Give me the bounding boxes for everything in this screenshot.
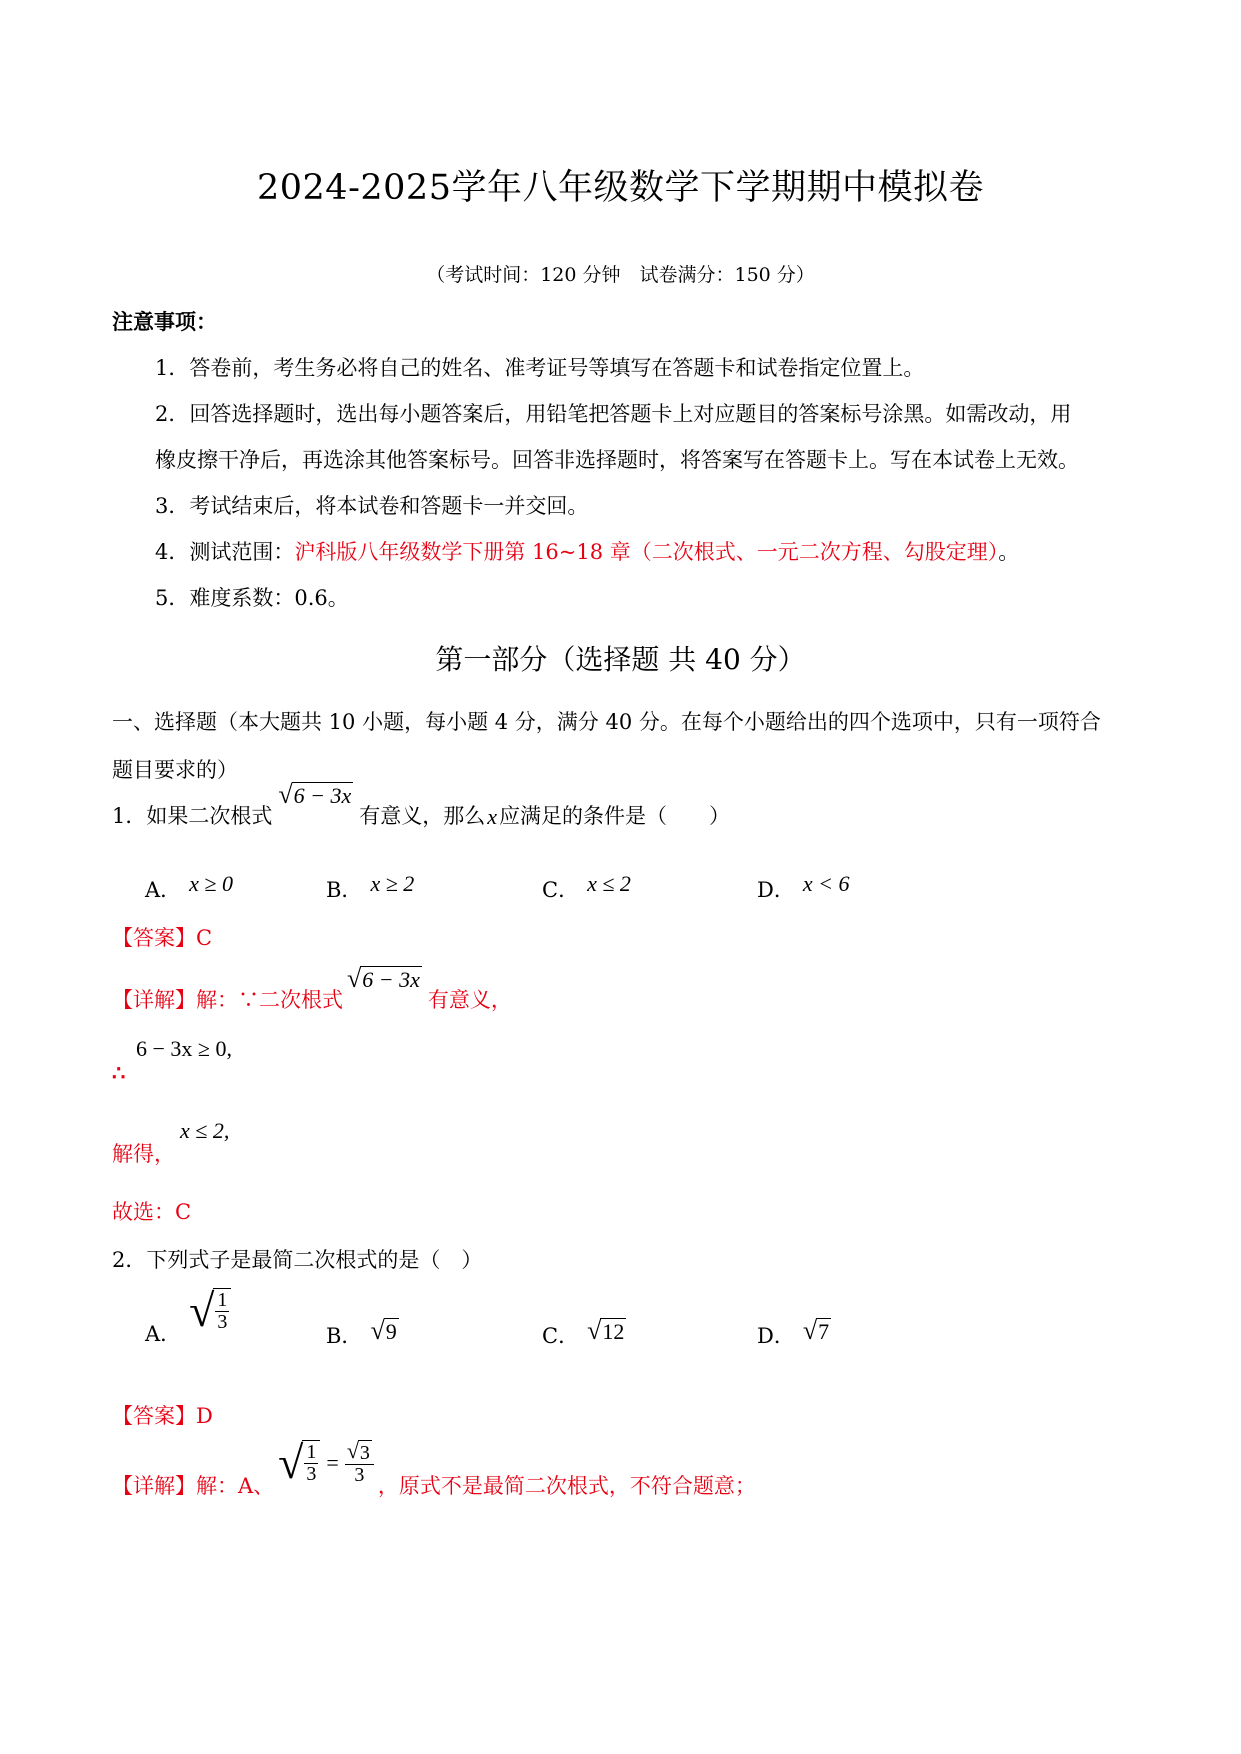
fraction-denominator: 3 [354, 1464, 365, 1486]
notice-item-5: 5．难度系数：0.6。 [155, 586, 349, 610]
notice-item-1: 1．答卷前，考生务必将自己的姓名、准考证号等填写在答题卡和试卷指定位置上。 [155, 356, 925, 380]
q2-option-d [757, 1318, 831, 1350]
radical-sign-icon: √ [347, 963, 362, 993]
notice-item-4-suffix: 。 [998, 540, 1020, 564]
q2-option-c [542, 1318, 626, 1350]
option-math: x < 6 [802, 871, 850, 896]
equals-sign: = [326, 1450, 339, 1475]
q2-option-a-radical [189, 1285, 231, 1336]
option-label: A． [145, 878, 182, 902]
q1-detail-prefix: 【详解】解：∵二次根式 [112, 988, 343, 1012]
q2-detail-lhs [278, 1437, 320, 1488]
fraction-denominator: 3 [217, 1311, 228, 1333]
radical-sign-icon: √ [278, 779, 293, 809]
notice-item-2: 2．回答选择题时，选出每小题答案后，用铅笔把答题卡上对应题目的答案标号涂黑。如需改动，用 [155, 402, 1072, 426]
q2-option-b [326, 1318, 399, 1350]
page-title: 2024-2025学年八年级数学下学期期中模拟卷 [257, 168, 984, 208]
q1-suffix-2: 应满足的条件是（ ） [499, 804, 731, 828]
q2-detail-rhs [345, 1440, 374, 1486]
q1-detail [112, 963, 512, 1014]
q1-option-b [326, 871, 415, 904]
q2-option-d-radicand: 7 [818, 1319, 830, 1344]
option-label: D． [757, 878, 795, 902]
q2-option-c-radical [587, 1318, 626, 1344]
notice-item-4 [155, 536, 1019, 566]
exam-info: （考试时间：120 分钟 试卷满分：150 分） [426, 264, 815, 286]
q1-radicand: 6 − 3x [293, 782, 352, 808]
notice-heading: 注意事项： [112, 309, 217, 334]
q2-option-c-radicand: 12 [602, 1319, 625, 1344]
q1-prefix: 1．如果二次根式 [112, 804, 273, 828]
test-scope: 沪科版八年级数学下册第 16~18 章（二次根式、一元二次方程、勾股定理） [294, 540, 999, 564]
q2-option-a-radicand [213, 1288, 231, 1333]
instruction-line-1: 一、选择题（本大题共 10 小题，每小题 4 分，满分 40 分。在每个小题给出的四个选项中，只有一项符合 [112, 710, 1101, 734]
q1-var: x [487, 804, 498, 829]
q1-radical [278, 779, 353, 809]
notice-item-4-prefix: 4．测试范围： [155, 540, 295, 564]
q1-option-a [145, 871, 234, 904]
q1-option-c [542, 871, 631, 904]
q1-option-d [757, 871, 850, 904]
radical-sign-icon: √ [189, 1285, 215, 1336]
q2-detail [112, 1437, 756, 1498]
therefore-symbol: ∴ [112, 1060, 126, 1085]
option-math: x ≤ 2 [587, 871, 631, 896]
q1-solve-label: 解得， [112, 1142, 175, 1166]
fraction-numerator: 1 [217, 1289, 228, 1311]
option-label: B． [326, 878, 363, 902]
option-math: x ≥ 0 [189, 871, 234, 896]
fraction-numerator: 1 [306, 1441, 317, 1463]
q2-detail-prefix: 【详解】解：A、 [112, 1474, 275, 1498]
q1-suffix-1: 有意义，那么 [359, 804, 486, 828]
notice-item-2-cont: 橡皮擦干净后，再选涂其他答案标号。回答非选择题时，将答案写在答题卡上。写在本试卷上无效。 [155, 448, 1079, 472]
q2-option-b-radical [370, 1318, 398, 1344]
q2-detail-suffix: ，原式不是最简二次根式，不符合题意； [377, 1474, 756, 1498]
fraction-denominator: 3 [306, 1463, 317, 1485]
q2-option-b-radicand: 9 [385, 1319, 397, 1344]
rhs-radicand: 3 [359, 1442, 370, 1464]
radical-sign-icon: √ [346, 1438, 359, 1463]
option-label: C． [542, 878, 580, 902]
q1-detail-suffix: 有意义， [427, 988, 512, 1012]
q1-detail-radicand: 6 − 3x [362, 966, 420, 992]
section-title: 第一部分（选择题 共 40 分） [435, 643, 806, 676]
radical-sign-icon: √ [802, 1316, 818, 1345]
option-label: A． [145, 1322, 182, 1346]
q2-option-a [145, 1285, 231, 1346]
fraction-numerator [345, 1440, 374, 1465]
notice-item-3: 3．考试结束后，将本试卷和答题卡一并交回。 [155, 494, 589, 518]
q1-choose: 故选：C [112, 1200, 192, 1224]
radical-sign-icon: √ [587, 1316, 602, 1345]
radical-sign-icon: √ [370, 1316, 385, 1345]
q1-step-2: x ≤ 2, [180, 1118, 230, 1143]
option-label: C． [542, 1324, 580, 1348]
instruction-line-2: 题目要求的） [112, 758, 238, 782]
q1-detail-radical [347, 963, 422, 993]
q1-answer: 【答案】C [112, 926, 213, 950]
q1-stem [112, 779, 731, 830]
option-label: B． [326, 1324, 363, 1348]
q2-answer: 【答案】D [112, 1404, 213, 1428]
radical-sign-icon: √ [278, 1437, 304, 1488]
q2-option-d-radical [803, 1318, 831, 1344]
q1-step-1: 6 − 3x ≥ 0, [136, 1036, 232, 1061]
option-label: D． [757, 1324, 795, 1348]
option-math: x ≥ 2 [370, 871, 415, 896]
q2-stem: 2．下列式子是最简二次根式的是（ ） [112, 1248, 483, 1272]
